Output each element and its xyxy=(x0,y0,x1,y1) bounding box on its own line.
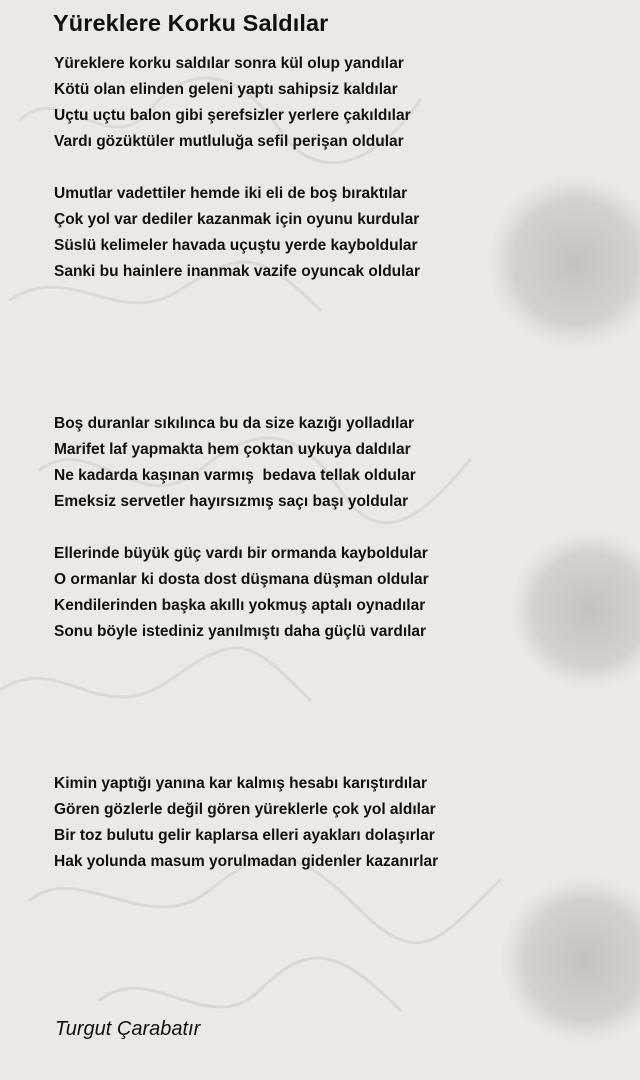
stanza-5 xyxy=(54,771,438,875)
poem-line: Süslü kelimeler havada uçuştu yerde kayboldular xyxy=(54,237,418,254)
poem-line: Kimin yaptığı yanına kar kalmış hesabı karıştırdılar xyxy=(54,775,428,792)
poem-line: Ellerinde büyük güç vardı bir ormanda kayboldular xyxy=(54,545,428,562)
poem-line: Gören gözlerle değil gören yüreklerle çok yol aldılar xyxy=(54,801,436,818)
poem-line: Uçtu uçtu balon gibi şerefsizler yerlere çakıldılar xyxy=(54,107,411,124)
poem-author: Turgut Çarabatır xyxy=(55,1018,201,1040)
stanza-4 xyxy=(54,541,429,645)
poem-line: Sanki bu hainlere inanmak vazife oyuncak oldular xyxy=(54,263,421,280)
poem-line: Yüreklere korku saldılar sonra kül olup yandılar xyxy=(54,55,404,72)
poem-line: Hak yolunda masum yorulmadan gidenler kazanırlar xyxy=(54,853,439,870)
stanza-3 xyxy=(54,411,416,515)
poem-line: Kötü olan elinden geleni yaptı sahipsiz kaldılar xyxy=(54,81,398,98)
poem-line: Sonu böyle istediniz yanılmıştı daha güçlü vardılar xyxy=(54,623,427,640)
poem-line: Kendilerinden başka akıllı yokmuş aptalı oynadılar xyxy=(54,597,426,614)
poem-title: Yüreklere Korku Saldılar xyxy=(53,10,329,36)
poem-line: Bir toz bulutu gelir kaplarsa elleri ayakları dolaşırlar xyxy=(54,827,435,844)
poem-line: Vardı gözüktüler mutluluğa sefil perişan oldular xyxy=(54,133,404,150)
poem-line: Boş duranlar sıkılınca bu da size kazığı yolladılar xyxy=(54,415,415,432)
stanza-1 xyxy=(54,51,411,155)
poem-line: Umutlar vadettiler hemde iki eli de boş bıraktılar xyxy=(54,185,408,202)
ink-stains xyxy=(487,174,640,1045)
poem-line: Marifet laf yapmakta hem çoktan uykuya daldılar xyxy=(54,441,411,458)
stanza-2 xyxy=(54,181,420,285)
poem-line: O ormanlar ki dosta dost düşmana düşman oldular xyxy=(54,571,429,588)
poem-line: Ne kadarda kaşınan varmış bedava tellak oldular xyxy=(54,467,416,484)
poem-line: Emeksiz servetler hayırsızmış saçı başı yoldular xyxy=(54,493,409,510)
poem-line: Çok yol var dediler kazanmak için oyunu kurdular xyxy=(54,211,420,228)
